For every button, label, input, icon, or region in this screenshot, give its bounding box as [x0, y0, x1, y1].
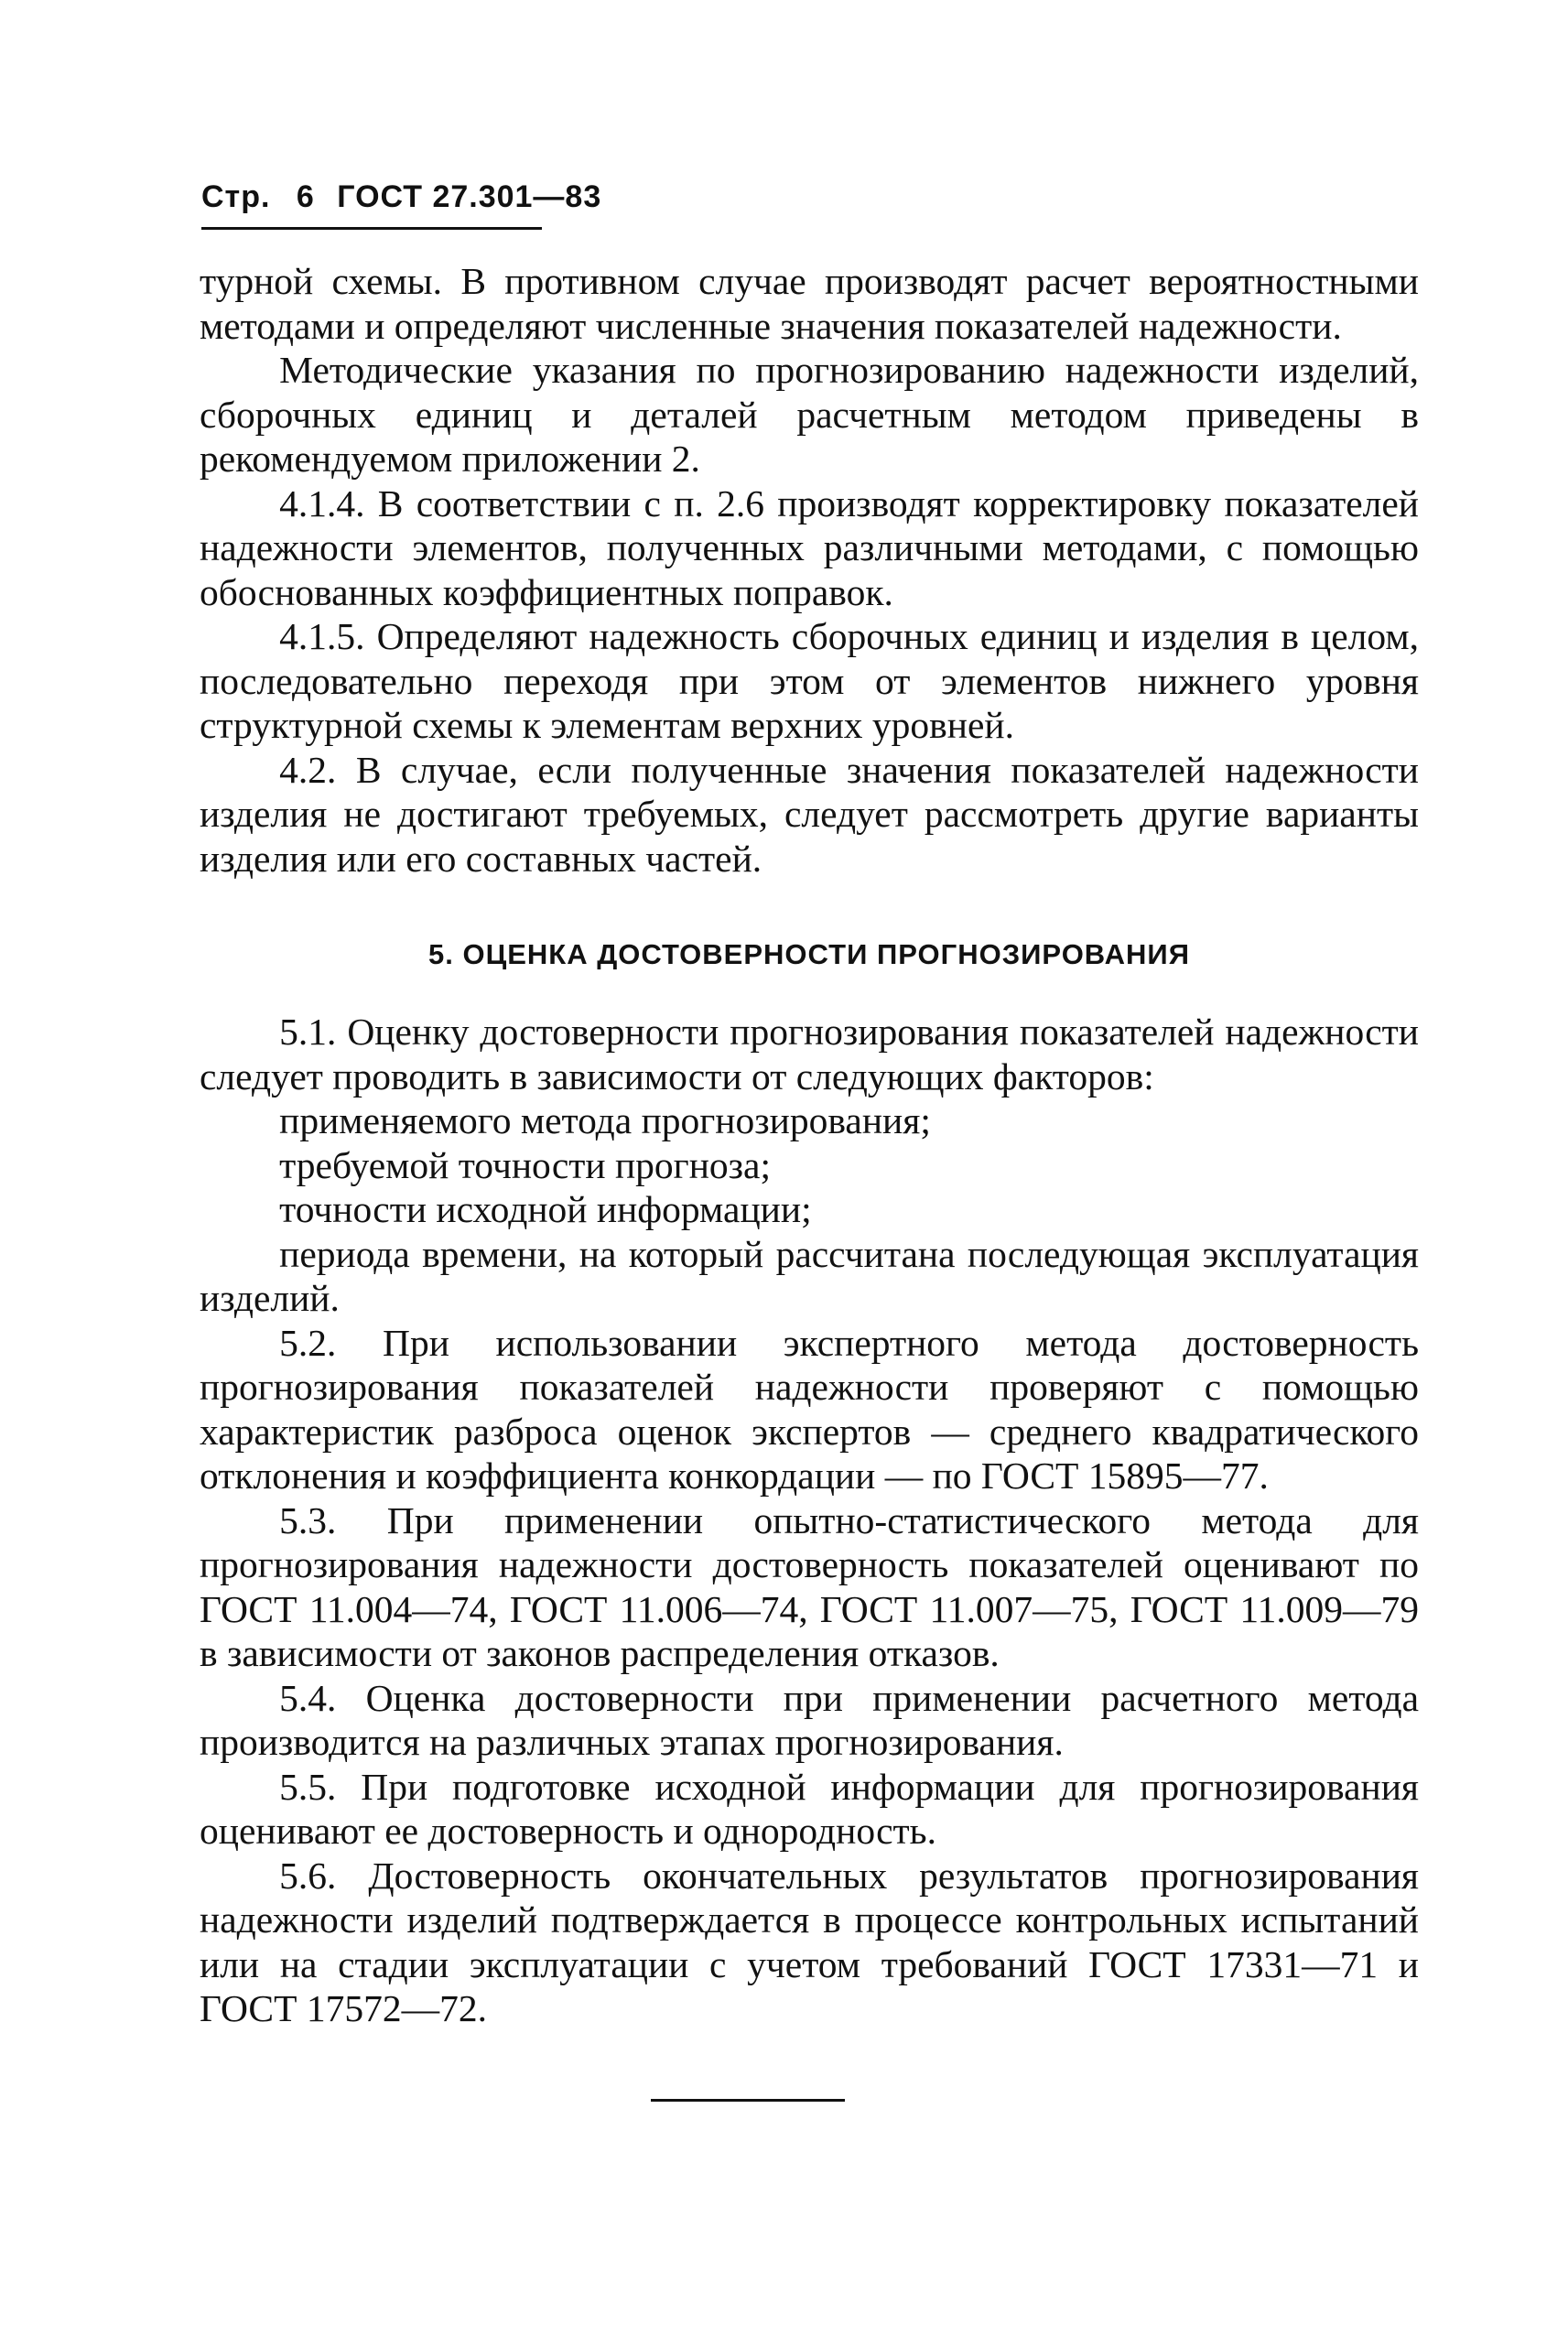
- paragraph: турной схемы. В противном случае производят расчет вероятностными методами и определяют численные значения показателей надежности.: [200, 260, 1419, 347]
- section-4-continuation: [200, 259, 1419, 881]
- page-header: [201, 179, 601, 215]
- paragraph-5-2: 5.2. При использовании экспертного метода достоверность прогнозирования показателей надежности проверяют с помощью характеристик разброса оценок экспертов — среднего квадратического отклонения и коэффициента конкордации — по ГОСТ 15895—77.: [200, 1321, 1419, 1497]
- paragraph-4-1-4: 4.1.4. В соответствии с п. 2.6 производят корректировку показателей надежности элементов, полученных различными методами, с помощью обоснованных коэффициентных поправок.: [200, 481, 1419, 613]
- factor-item: [200, 1232, 1419, 1321]
- standard-code: ГОСТ 27.301—83: [337, 179, 602, 214]
- paragraph-5-5: 5.5. При подготовке исходной информации для прогнозирования оценивают ее достоверность и однородность.: [200, 1765, 1419, 1852]
- paragraph-5-6: 5.6. Достоверность окончательных результатов прогнозирования надежности изделий подтверждается в процессе контрольных испытаний или на стадии эксплуатации с учетом требований ГОСТ 17331—71 и ГОСТ 17572—72.: [200, 1854, 1419, 2029]
- factor-item: точности исходной информации;: [279, 1188, 812, 1230]
- header-rule: [201, 227, 542, 230]
- factor-item-text: периода времени, на который рассчитана последующая эксплуатация изделий.: [200, 1232, 1419, 1319]
- paragraph-4-1-5: 4.1.5. Определяют надежность сборочных единиц и изделия в целом, последовательно переходя при этом от элементов нижнего уровня структурной схемы к элементам верхних уровней.: [200, 615, 1419, 746]
- end-rule: [651, 2099, 845, 2102]
- factor-item: требуемой точности прогноза;: [279, 1143, 772, 1186]
- paragraph-5-3: 5.3. При применении опытно-статистического метода для прогнозирования надежности достоверность показателей оценивают по ГОСТ 11.004—74, ГОСТ 11.006—74, ГОСТ 11.007—75, ГОСТ 11.009—79 в зависимости от законов распределения отказов.: [200, 1498, 1419, 1674]
- paragraph: Методические указания по прогнозированию надежности изделий, сборочных единиц и деталей расчетным методом приведены в рекомендуемом приложении 2.: [200, 349, 1419, 480]
- page-number: 6: [296, 179, 315, 214]
- page-label: Стр.: [201, 179, 271, 214]
- section-5-body: [200, 1010, 1419, 2031]
- paragraph-4-2: 4.2. В случае, если полученные значения показателей надежности изделия не достигают требуемых, следует рассмотреть другие варианты изделия или его составных частей.: [200, 748, 1419, 880]
- factor-item: применяемого метода прогнозирования;: [279, 1099, 931, 1141]
- section-5-title: 5. ОЦЕНКА ДОСТОВЕРНОСТИ ПРОГНОЗИРОВАНИЯ: [428, 938, 1190, 970]
- paragraph-5-1: 5.1. Оценку достоверности прогнозирования показателей надежности следует проводить в зависимости от следующих факторов:: [200, 1011, 1419, 1098]
- paragraph-5-4: 5.4. Оценка достоверности при применении расчетного метода производится на различных этапах прогнозирования.: [200, 1676, 1419, 1763]
